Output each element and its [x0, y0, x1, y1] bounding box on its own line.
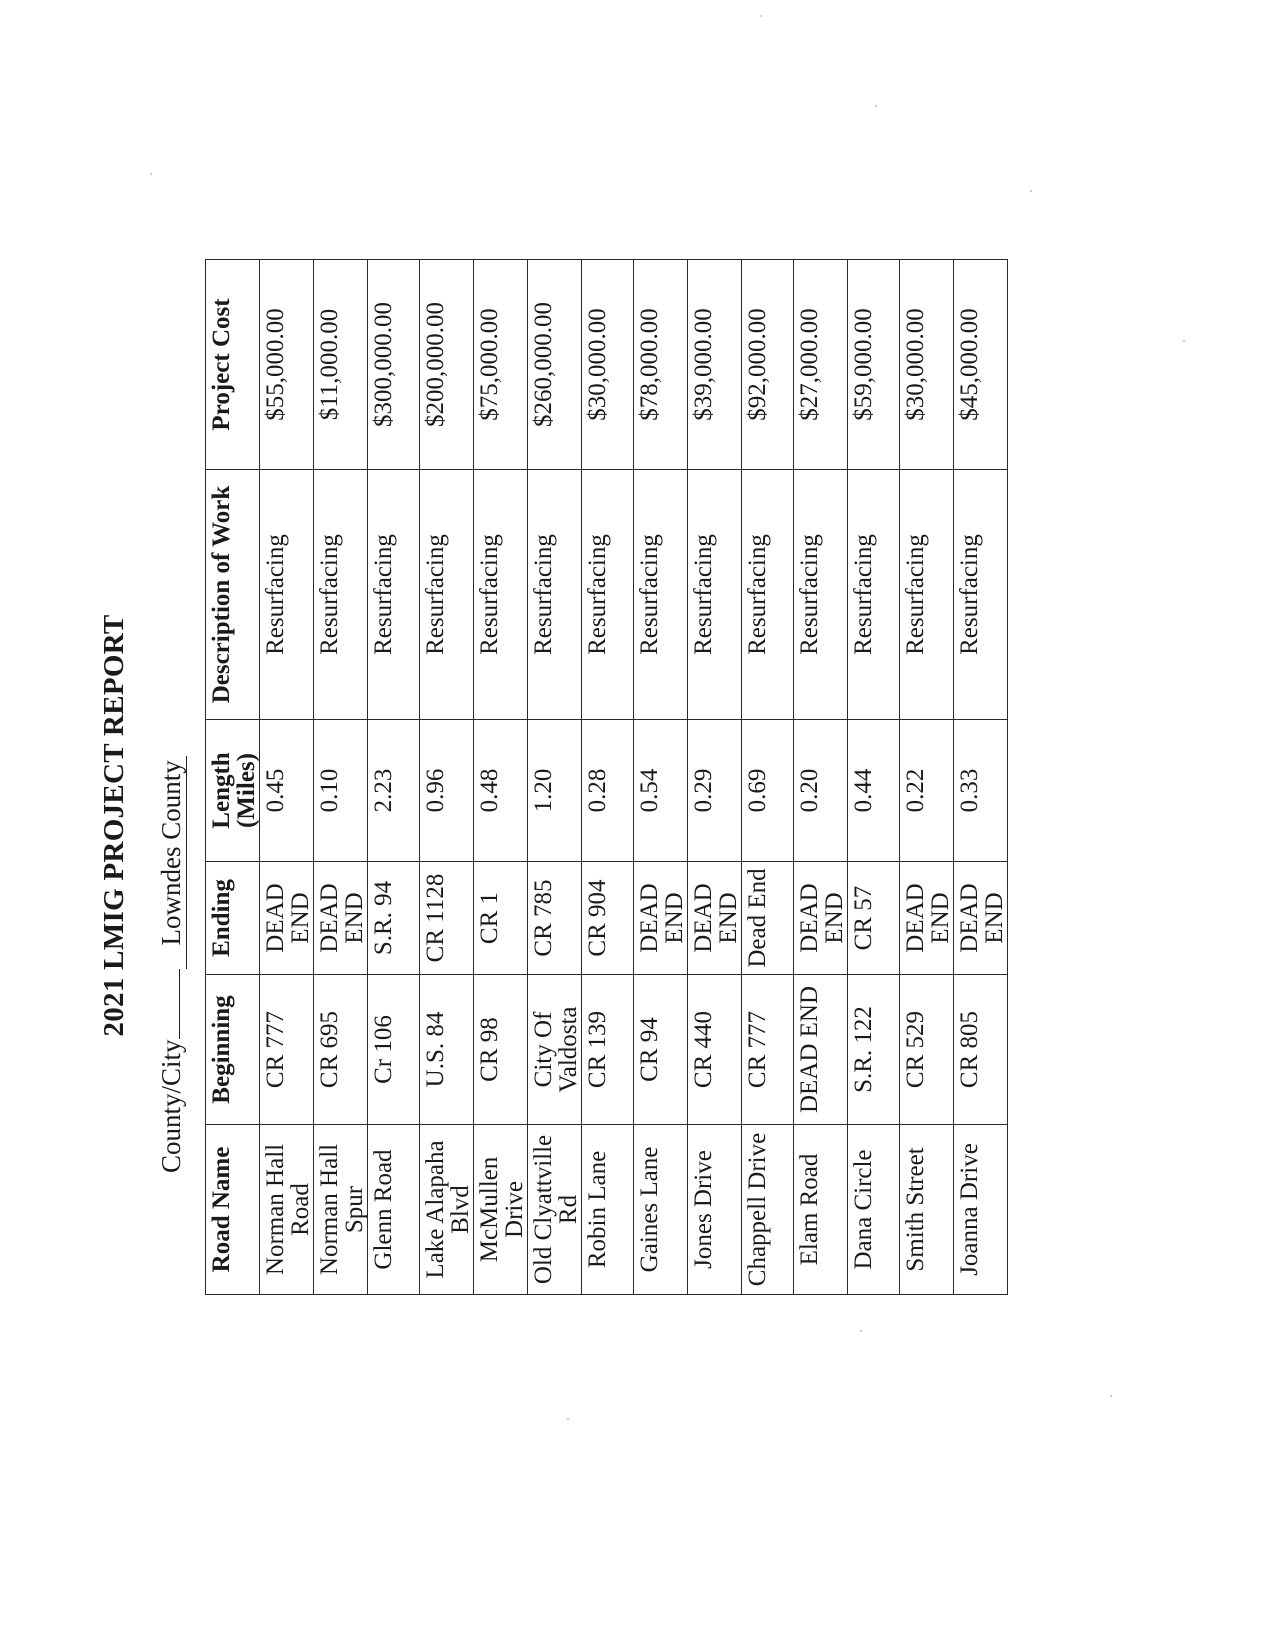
cell-length: 0.44: [848, 720, 900, 862]
header-road-name: Road Name: [206, 1125, 260, 1295]
cell-road-name: Old Clyattville Rd: [528, 1125, 582, 1295]
scan-speck: [1110, 1395, 1112, 1397]
cell-road-name: Elam Road: [794, 1125, 848, 1295]
cell-length: 0.20: [794, 720, 848, 862]
cell-beginning: CR 98: [474, 975, 528, 1125]
cell-description: Resurfacing: [368, 470, 420, 720]
cell-ending: S.R. 94: [368, 862, 420, 975]
cell-description: Resurfacing: [742, 470, 794, 720]
cell-description: Resurfacing: [474, 470, 528, 720]
cell-length: 0.48: [474, 720, 528, 862]
cell-description: Resurfacing: [848, 470, 900, 720]
cell-ending: CR 1: [474, 862, 528, 975]
table-row: [634, 260, 688, 1295]
cell-description: Resurfacing: [954, 470, 1008, 720]
cell-beginning: CR 777: [742, 975, 794, 1125]
header-beginning: Beginning: [206, 975, 260, 1125]
table-row: [420, 260, 474, 1295]
cell-length: 0.29: [688, 720, 742, 862]
cell-cost: $75,000.00: [474, 260, 528, 470]
cell-length: 0.45: [260, 720, 314, 862]
cell-beginning: S.R. 122: [848, 975, 900, 1125]
table-row: [582, 260, 634, 1295]
table-row: [528, 260, 582, 1295]
cell-description: Resurfacing: [900, 470, 954, 720]
cell-description: Resurfacing: [420, 470, 474, 720]
county-city-line: [155, 756, 187, 1173]
table-header-row: [206, 260, 260, 1295]
cell-cost: $200,000.00: [420, 260, 474, 470]
cell-ending: DEAD END: [314, 862, 368, 975]
cell-cost: $260,000.00: [528, 260, 582, 470]
table-row: [314, 260, 368, 1295]
table-row: [954, 260, 1008, 1295]
table-row: [260, 260, 314, 1295]
cell-road-name: Dana Circle: [848, 1125, 900, 1295]
table-row: [848, 260, 900, 1295]
cell-cost: $59,000.00: [848, 260, 900, 470]
cell-length: 0.96: [420, 720, 474, 862]
cell-beginning: Cr 106: [368, 975, 420, 1125]
cell-ending: CR 785: [528, 862, 582, 975]
project-table: [205, 259, 1008, 1295]
cell-road-name: McMullen Drive: [474, 1125, 528, 1295]
cell-length: 1.20: [528, 720, 582, 862]
scan-speck: [875, 105, 877, 107]
cell-cost: $11,000.00: [314, 260, 368, 470]
county-city-label: County/City: [156, 1039, 186, 1173]
scan-speck: [150, 173, 152, 175]
cell-road-name: Norman Hall Spur: [314, 1125, 368, 1295]
cell-cost: $92,000.00: [742, 260, 794, 470]
table-row: [794, 260, 848, 1295]
table-row: [368, 260, 420, 1295]
cell-beginning: U.S. 84: [420, 975, 474, 1125]
cell-length: 0.28: [582, 720, 634, 862]
cell-beginning: CR 440: [688, 975, 742, 1125]
cell-length: 0.69: [742, 720, 794, 862]
scan-speck: [760, 15, 762, 17]
cell-description: Resurfacing: [528, 470, 582, 720]
scan-speck: [567, 1418, 569, 1420]
cell-road-name: Lake Alapaha Blvd: [420, 1125, 474, 1295]
cell-ending: CR 57: [848, 862, 900, 975]
county-city-value: Lowndes County: [156, 756, 187, 969]
cell-description: Resurfacing: [688, 470, 742, 720]
cell-ending: DEAD END: [954, 862, 1008, 975]
cell-beginning: CR 139: [582, 975, 634, 1125]
table-row: [742, 260, 794, 1295]
header-length: Length (Miles): [206, 720, 260, 862]
cell-cost: $45,000.00: [954, 260, 1008, 470]
cell-ending: Dead End: [742, 862, 794, 975]
cell-length: 2.23: [368, 720, 420, 862]
cell-road-name: Robin Lane: [582, 1125, 634, 1295]
cell-beginning: DEAD END: [794, 975, 848, 1125]
scan-speck: [860, 1330, 862, 1332]
cell-cost: $55,000.00: [260, 260, 314, 470]
cell-description: Resurfacing: [314, 470, 368, 720]
cell-ending: DEAD END: [260, 862, 314, 975]
cell-road-name: Smith Street: [900, 1125, 954, 1295]
cell-beginning: CR 695: [314, 975, 368, 1125]
cell-road-name: Glenn Road: [368, 1125, 420, 1295]
cell-cost: $30,000.00: [900, 260, 954, 470]
table-row: [474, 260, 528, 1295]
cell-description: Resurfacing: [260, 470, 314, 720]
cell-ending: DEAD END: [688, 862, 742, 975]
cell-road-name: Joanna Drive: [954, 1125, 1008, 1295]
scan-speck: [1030, 190, 1032, 192]
header-description: Description of Work: [206, 470, 260, 720]
cell-cost: $78,000.00: [634, 260, 688, 470]
cell-ending: CR 904: [582, 862, 634, 975]
cell-ending: DEAD END: [794, 862, 848, 975]
scan-speck: [1183, 340, 1185, 342]
cell-beginning: CR 94: [634, 975, 688, 1125]
cell-cost: $39,000.00: [688, 260, 742, 470]
cell-description: Resurfacing: [582, 470, 634, 720]
table-row: [900, 260, 954, 1295]
cell-cost: $30,000.00: [582, 260, 634, 470]
cell-ending: CR 1128: [420, 862, 474, 975]
cell-ending: DEAD END: [634, 862, 688, 975]
cell-beginning: City Of Valdosta: [528, 975, 582, 1125]
cell-road-name: Gaines Lane: [634, 1125, 688, 1295]
cell-length: 0.10: [314, 720, 368, 862]
cell-description: Resurfacing: [634, 470, 688, 720]
cell-beginning: CR 805: [954, 975, 1008, 1125]
table-row: [688, 260, 742, 1295]
cell-road-name: Jones Drive: [688, 1125, 742, 1295]
cell-road-name: Chappell Drive: [742, 1125, 794, 1295]
cell-cost: $300,000.00: [368, 260, 420, 470]
header-cost: Project Cost: [206, 260, 260, 470]
cell-cost: $27,000.00: [794, 260, 848, 470]
blank-underline: [155, 969, 180, 1039]
cell-description: Resurfacing: [794, 470, 848, 720]
cell-length: 0.22: [900, 720, 954, 862]
report-title: 2021 LMIG PROJECT REPORT: [98, 614, 130, 1037]
header-ending: Ending: [206, 862, 260, 975]
cell-length: 0.33: [954, 720, 1008, 862]
cell-length: 0.54: [634, 720, 688, 862]
cell-beginning: CR 529: [900, 975, 954, 1125]
cell-ending: DEAD END: [900, 862, 954, 975]
cell-beginning: CR 777: [260, 975, 314, 1125]
cell-road-name: Norman Hall Road: [260, 1125, 314, 1295]
